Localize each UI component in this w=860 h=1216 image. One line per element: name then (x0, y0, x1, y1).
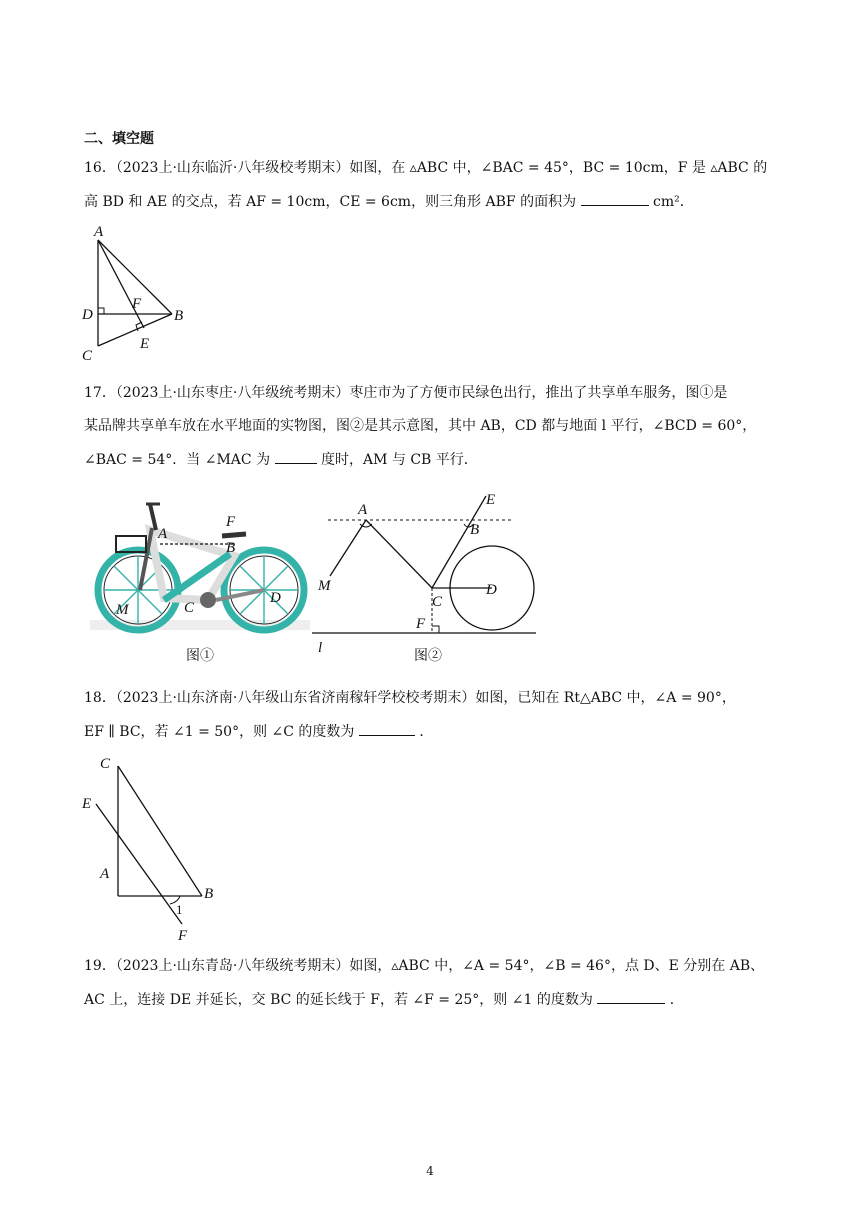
photo-label-D: D (270, 590, 281, 606)
q16-label-D: D (82, 307, 93, 323)
q18-label-C: C (100, 756, 111, 772)
q19-line2-tail: ． (669, 992, 684, 1008)
photo-label-M: M (116, 602, 129, 618)
q18-line2-text: EF ∥ BC，若 ∠1 = 50°，则 ∠C 的度数为 (84, 724, 355, 740)
q18-label-F: F (178, 928, 188, 944)
schematic-label-C: C (432, 594, 443, 610)
schematic-label-D: D (486, 582, 497, 598)
q16-label-F: F (132, 296, 142, 312)
schematic-label-l: l (318, 640, 323, 656)
q18-label-A: A (100, 866, 110, 882)
bicycle-photo (90, 490, 310, 635)
q17-line3-tail: 度时，AM 与 CB 平行． (320, 452, 478, 468)
q18-label-E: E (82, 796, 92, 812)
q17-line2: 某品牌共享单车放在水平地面的实物图，图②是其示意图，其中 AB，CD 都与地面 l 平行，∠BCD = 60°， (84, 418, 757, 434)
q18-line1: 18．（2023上·山东济南·八年级山东省济南稼轩学校校考期末）如图，已知在 Rt△ABC 中，∠A = 90°， (84, 690, 736, 706)
q16-label-B: B (174, 308, 184, 324)
answer-blank-18[interactable] (359, 721, 415, 736)
q18-label-angle1: 1 (176, 902, 183, 917)
answer-blank-19[interactable] (597, 989, 665, 1004)
q18-label-B: B (204, 886, 214, 902)
page-number: 4 (426, 1164, 434, 1178)
q17-line3 (84, 449, 478, 470)
figure2-caption: 图② (414, 648, 442, 664)
q17-line1: 17．（2023上·山东枣庄·八年级统考期末）枣庄市为了方便市民绿色出行，推出了共享单车服务，图①是 (84, 385, 728, 401)
q16-label-A: A (94, 224, 104, 240)
q16-line2-text: 高 BD 和 AE 的交点，若 AF = 10cm，CE = 6cm，则三角形 ABF 的面积为 (84, 194, 577, 210)
schematic-label-M: M (318, 578, 331, 594)
photo-label-C: C (184, 600, 195, 616)
q16-line2-unit: cm²． (652, 194, 694, 210)
photo-label-F: F (226, 514, 236, 530)
figure1-caption: 图① (186, 648, 214, 664)
schematic-label-F: F (416, 616, 426, 632)
q19-line2 (84, 989, 684, 1010)
schematic-label-A: A (358, 502, 368, 518)
answer-blank-17[interactable] (275, 449, 317, 464)
q16-label-E: E (140, 336, 150, 352)
bicycle-schematic (310, 488, 540, 658)
q18-line2 (84, 721, 433, 742)
q18-line2-tail: ． (419, 724, 434, 740)
q16-line1: 16．（2023上·山东临沂·八年级校考期末）如图，在 ▵ABC 中，∠BAC = 45°，BC = 10cm，F 是 ▵ABC 的 (84, 160, 768, 176)
photo-label-A: A (158, 526, 168, 542)
schematic-label-E: E (486, 492, 496, 508)
q16-triangle-figure (76, 222, 196, 362)
q19-line1: 19．（2023上·山东青岛·八年级统考期末）如图，▵ABC 中，∠A = 54°，∠B = 46°，点 D、E 分别在 AB、 (84, 958, 765, 974)
section-title: 二、填空题 (84, 131, 154, 147)
q18-right-triangle-figure (78, 752, 228, 944)
q16-line2 (84, 191, 694, 212)
q17-line3-text: ∠BAC = 54°．当 ∠MAC 为 (84, 452, 271, 468)
q16-label-C: C (82, 348, 93, 362)
answer-blank-16[interactable] (581, 191, 649, 206)
photo-label-B: B (226, 540, 236, 556)
schematic-label-B: B (470, 522, 480, 538)
q19-line2-text: AC 上，连接 DE 并延长，交 BC 的延长线于 F，若 ∠F = 25°，则 ∠1 的度数为 (84, 992, 593, 1008)
